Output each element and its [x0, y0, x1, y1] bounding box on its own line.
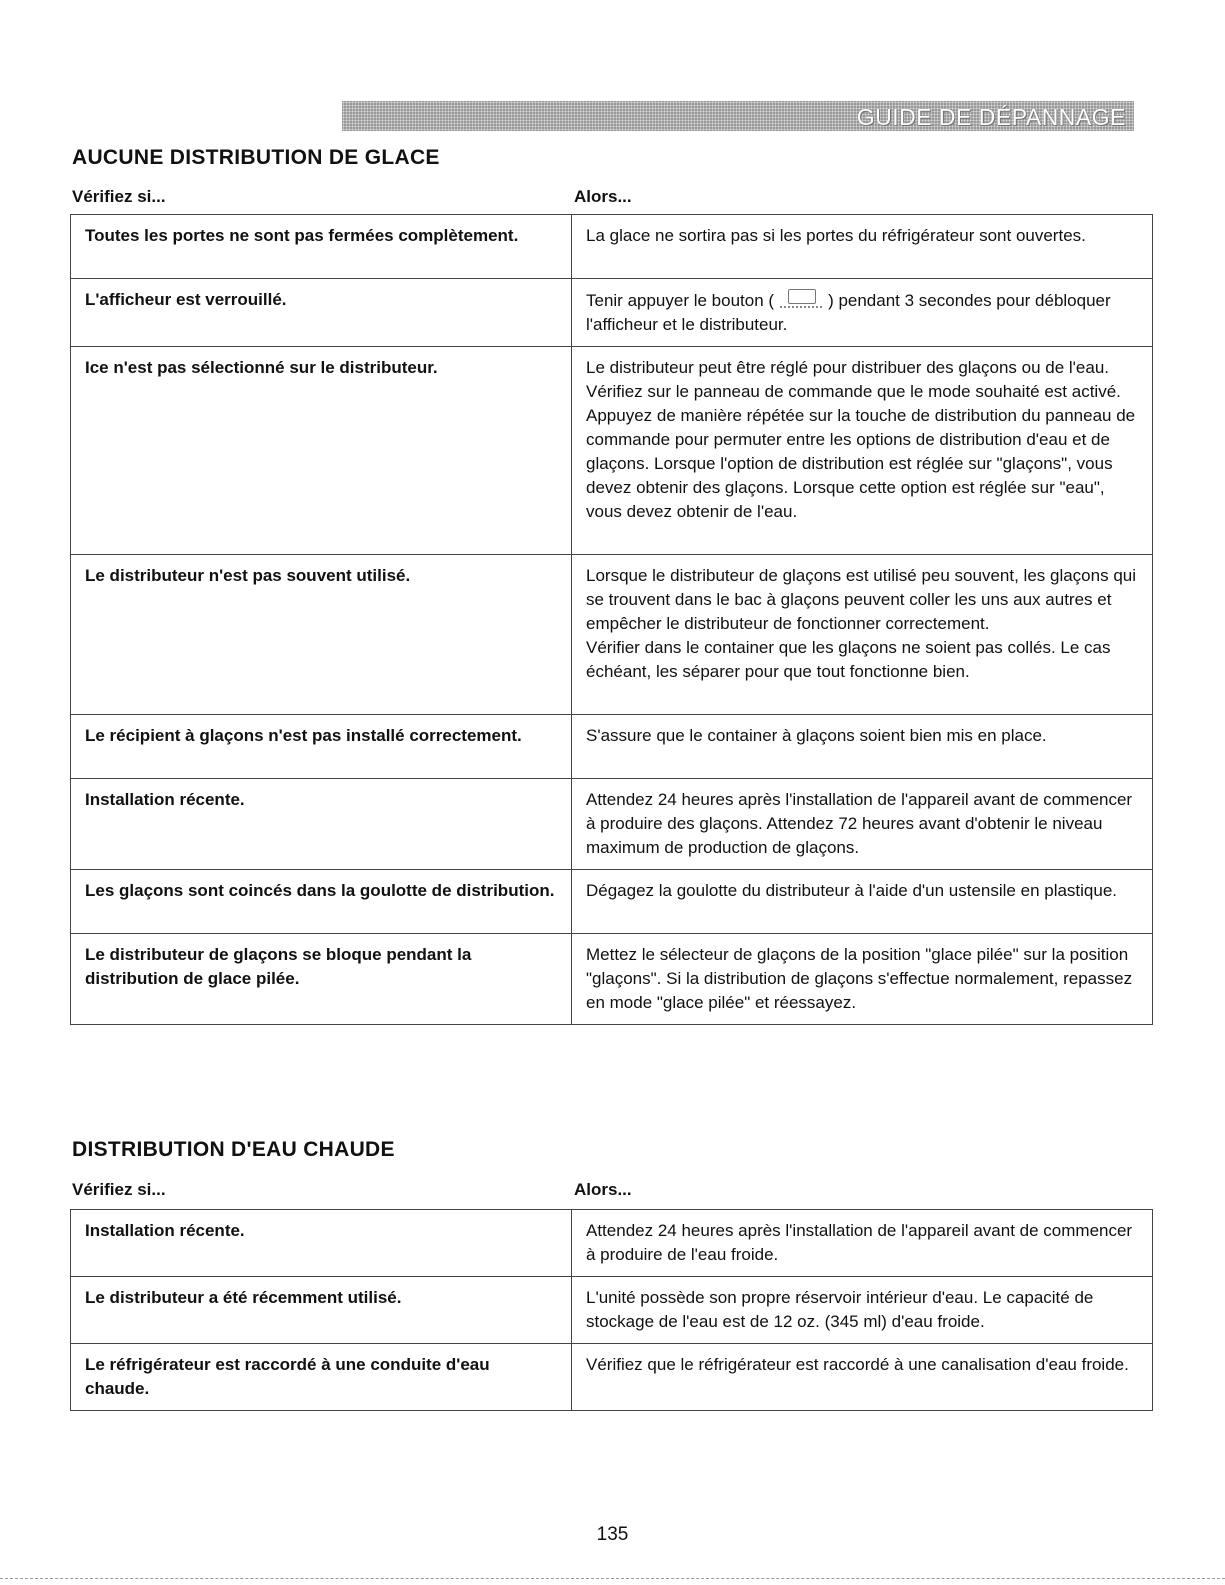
cause-cell: Le distributeur a été récemment utilisé. — [71, 1277, 572, 1344]
remedy-cell: Dégagez la goulotte du distributeur à l'aide d'un ustensile en plastique. — [572, 870, 1153, 934]
table-row — [71, 1210, 1153, 1277]
table-row — [71, 1277, 1153, 1344]
cause-cell: Installation récente. — [71, 1210, 572, 1277]
remedy-cell — [572, 279, 1153, 347]
table-row — [71, 555, 1153, 715]
cause-cell: Le distributeur n'est pas souvent utilisé. — [71, 555, 572, 715]
remedy-cell: Le distributeur peut être réglé pour distribuer des glaçons ou de l'eau. Vérifiez sur le panneau de commande que le mode souhaité est activé. Appuyez de manière répétée sur la touche de distribution du panneau de commande pour permuter entre les options de distribution d'eau et de glaçons. Lorsque l'option de distribution est réglée sur "glaçons", vous devez obtenir des glaçons. Lorsque cette option est réglée sur "eau", vous devez obtenir de l'eau. — [572, 347, 1153, 555]
remedy-text-before: Tenir appuyer le bouton ( — [586, 291, 775, 310]
cause-cell: Le récipient à glaçons n'est pas installé correctement. — [71, 715, 572, 779]
cause-cell: Installation récente. — [71, 779, 572, 870]
troubleshoot-table-water — [70, 1209, 1153, 1411]
remedy-cell: L'unité possède son propre réservoir intérieur d'eau. Le capacité de stockage de l'eau est de 12 oz. (345 ml) d'eau froide. — [572, 1277, 1153, 1344]
cause-cell: L'afficheur est verrouillé. — [71, 279, 572, 347]
section-title-hot-water: DISTRIBUTION D'EAU CHAUDE — [72, 1138, 395, 1161]
table-row — [71, 279, 1153, 347]
door-alarm-button-icon — [776, 288, 826, 312]
remedy-cell: Vérifiez que le réfrigérateur est raccordé à une canalisation d'eau froide. — [572, 1344, 1153, 1411]
col-head-then: Alors... — [574, 187, 632, 206]
remedy-cell: La glace ne sortira pas si les portes du réfrigérateur sont ouvertes. — [572, 215, 1153, 279]
bottom-divider — [0, 1578, 1225, 1579]
remedy-cell: Mettez le sélecteur de glaçons de la position "glace pilée" sur la position "glaçons". Si la distribution de glaçons s'effectue normalement, repassez en mode "glace pilée" et réessayez. — [572, 934, 1153, 1025]
table-row — [71, 1344, 1153, 1411]
table-row — [71, 347, 1153, 555]
table-row — [71, 870, 1153, 934]
cause-cell: Toutes les portes ne sont pas fermées complètement. — [71, 215, 572, 279]
cause-cell: Ice n'est pas sélectionné sur le distributeur. — [71, 347, 572, 555]
banner-title: GUIDE DE DÉPANNAGE — [856, 104, 1126, 130]
table-row — [71, 779, 1153, 870]
troubleshoot-table-ice — [70, 214, 1153, 1025]
cause-cell: Le distributeur de glaçons se bloque pendant la distribution de glace pilée. — [71, 934, 572, 1025]
remedy-cell: Attendez 24 heures après l'installation de l'appareil avant de commencer à produire des glaçons. Attendez 72 heures avant d'obtenir le niveau maximum de production de glaçons. — [572, 779, 1153, 870]
col-head-check: Vérifiez si... — [72, 187, 166, 206]
remedy-cell — [572, 555, 1153, 715]
table-row — [71, 715, 1153, 779]
remedy-text-after: ) pendant 3 secondes pour débloquer l'afficheur et le distributeur. — [586, 291, 1111, 334]
col-head-then: Alors... — [574, 1180, 632, 1199]
section-title-no-ice: AUCUNE DISTRIBUTION DE GLACE — [72, 146, 440, 169]
cause-cell: Les glaçons sont coincés dans la goulotte de distribution. — [71, 870, 572, 934]
remedy-paragraph: Lorsque le distributeur de glaçons est utilisé peu souvent, les glaçons qui se trouvent dans le bac à glaçons peuvent coller les uns aux autres et empêcher le distributeur de fonctionner correctement. — [586, 566, 1137, 633]
cause-cell: Le réfrigérateur est raccordé à une conduite d'eau chaude. — [71, 1344, 572, 1411]
table-row — [71, 934, 1153, 1025]
remedy-paragraph: Vérifier dans le container que les glaçons ne soient pas collés. Le cas échéant, les séparer pour que tout fonctionne bien. — [586, 638, 1111, 681]
col-head-check: Vérifiez si... — [72, 1180, 166, 1199]
remedy-cell: Attendez 24 heures après l'installation de l'appareil avant de commencer à produire de l'eau froide. — [572, 1210, 1153, 1277]
remedy-cell: S'assure que le container à glaçons soient bien mis en place. — [572, 715, 1153, 779]
page-number: 135 — [596, 1524, 629, 1545]
section-banner — [342, 101, 1134, 131]
table-row — [71, 215, 1153, 279]
